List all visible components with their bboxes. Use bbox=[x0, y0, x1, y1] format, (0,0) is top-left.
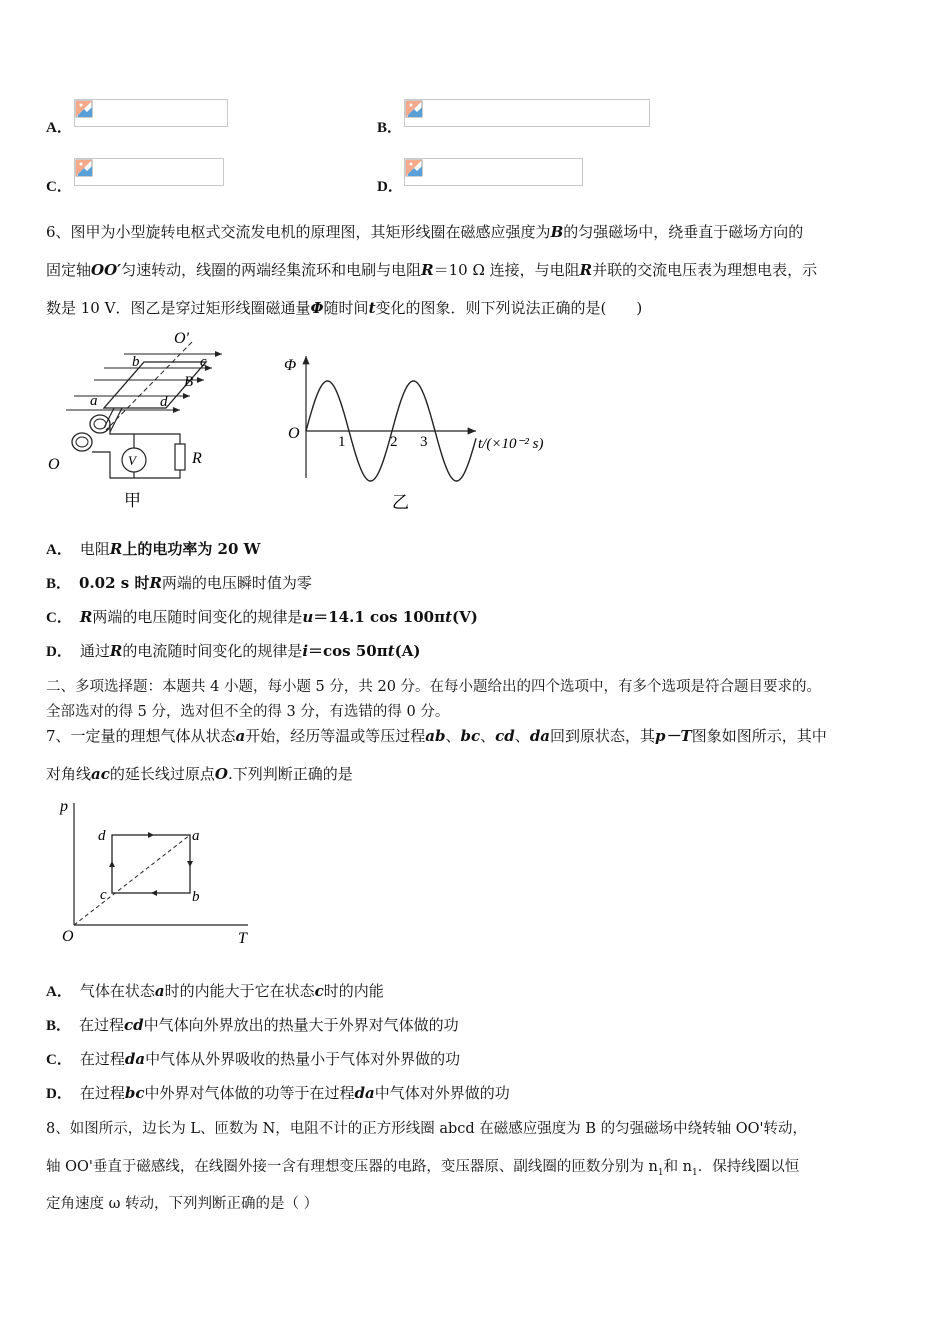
voltmeter-label: V bbox=[128, 453, 136, 468]
figure-jia-caption: 甲 bbox=[124, 491, 141, 510]
q7-choice-d[interactable]: D． 在过程bc中外界对气体做的功等于在过程da中气体对外界做的功 bbox=[46, 1084, 510, 1102]
section-2-heading-line-2: 全部选对的得 5 分，选对但不全的得 3 分，有选错的得 0 分。 bbox=[46, 704, 450, 720]
origin-label: O bbox=[288, 425, 300, 442]
label-c: c bbox=[200, 354, 207, 370]
q5-option-d-label: D． bbox=[377, 179, 403, 195]
q6-stem-line-2: 固定轴OO′匀速转动，线圈的两端经集流环和电刷与电阻R＝10 Ω 连接，与电阻R并联的交流电压表为理想电表，示 bbox=[46, 261, 818, 279]
p-axis-label: p bbox=[60, 798, 68, 815]
q6-choice-a[interactable]: A． 电阻R上的电功率为 20 W bbox=[46, 540, 261, 558]
q5-option-b-image bbox=[404, 99, 650, 127]
label-d: d bbox=[160, 394, 168, 410]
q6-choice-b[interactable]: B． 0.02 s 时R两端的电压瞬时值为零 bbox=[46, 574, 312, 592]
q6-stem-line-3: 数是 10 V．图乙是穿过矩形线圈磁通量Φ随时间t变化的图象．则下列说法正确的是( ) bbox=[46, 299, 643, 317]
t-axis-label: T bbox=[238, 930, 247, 947]
tick-3: 3 bbox=[420, 434, 428, 450]
q6-figure-generator bbox=[44, 328, 244, 514]
tick-2: 2 bbox=[390, 434, 398, 450]
q7-choice-c[interactable]: C． 在过程da中气体从外界吸收的热量小于气体对外界做的功 bbox=[46, 1050, 461, 1068]
broken-image-icon bbox=[75, 100, 93, 118]
broken-image-icon bbox=[75, 159, 93, 177]
label-o: O bbox=[48, 456, 60, 473]
time-axis-label: t/(×10⁻² s) bbox=[478, 436, 544, 452]
point-a-label: a bbox=[192, 828, 200, 844]
label-field-b: B bbox=[184, 374, 194, 390]
q7-choice-b[interactable]: B． 在过程cd中气体向外界放出的热量大于外界对气体做的功 bbox=[46, 1016, 459, 1034]
q5-option-d-image bbox=[404, 158, 583, 186]
section-2-heading-line-1: 二、多项选择题：本题共 4 小题，每小题 5 分，共 20 分。在每小题给出的四个选项中，有多个选项是符合题目要求的。 bbox=[46, 679, 822, 695]
label-a: a bbox=[90, 393, 98, 409]
q6-figure-flux-graph bbox=[280, 348, 580, 518]
q8-stem-line-2: 轴 OO'垂直于磁感线，在线圈外接一含有理想变压器的电路，变压器原、副线圈的匝数分别为 $n_1$和 $n_1$．保持线圈以恒 bbox=[46, 1159, 800, 1178]
broken-image-icon bbox=[405, 100, 423, 118]
q7-choice-a[interactable]: A． 气体在状态a时的内能大于它在状态c时的内能 bbox=[46, 982, 384, 1000]
tick-1: 1 bbox=[338, 434, 346, 450]
q7-stem-line-1: 7、一定量的理想气体从状态a开始，经历等温或等压过程ab、bc、cd、da回到原状态，其p－T图象如图所示，其中 bbox=[46, 727, 827, 745]
q5-option-c-image bbox=[74, 158, 224, 186]
point-b-label: b bbox=[192, 889, 200, 905]
figure-yi-caption: 乙 bbox=[392, 493, 409, 512]
broken-image-icon bbox=[405, 159, 423, 177]
q5-option-a-image bbox=[74, 99, 228, 127]
q8-stem-line-3: 定角速度 ω 转动，下列判断正确的是（ ） bbox=[46, 1196, 319, 1212]
q6-choice-d[interactable]: D． 通过R的电流随时间变化的规律是i＝cos 50πt(A) bbox=[46, 642, 421, 660]
q6-choice-c[interactable]: C． R两端的电压随时间变化的规律是u＝14.1 cos 100πt(V) bbox=[46, 608, 478, 626]
q6-stem-line-1: 6、图甲为小型旋转电枢式交流发电机的原理图，其矩形线圈在磁感应强度为B的匀强磁场中，绕垂直于磁场方向的 bbox=[46, 223, 804, 241]
q7-stem-line-2: 对角线ac的延长线过原点O.下列判断正确的是 bbox=[46, 765, 353, 783]
origin-label: O bbox=[62, 928, 74, 945]
point-c-label: c bbox=[100, 887, 107, 903]
resistor-label: R bbox=[192, 450, 202, 467]
q5-option-a-label: A． bbox=[46, 120, 72, 136]
phi-axis-label: Φ bbox=[284, 357, 297, 374]
point-d-label: d bbox=[98, 828, 106, 844]
q5-option-c-label: C． bbox=[46, 179, 72, 195]
label-o-prime: O′ bbox=[174, 330, 190, 347]
q7-figure-pt-graph bbox=[52, 795, 262, 950]
q8-stem-line-1: 8、如图所示，边长为 L、匝数为 N，电阻不计的正方形线圈 abcd 在磁感应强度为 B 的匀强磁场中绕转轴 OO'转动， bbox=[46, 1121, 808, 1137]
label-b: b bbox=[132, 354, 140, 370]
q5-option-b-label: B． bbox=[377, 120, 403, 136]
